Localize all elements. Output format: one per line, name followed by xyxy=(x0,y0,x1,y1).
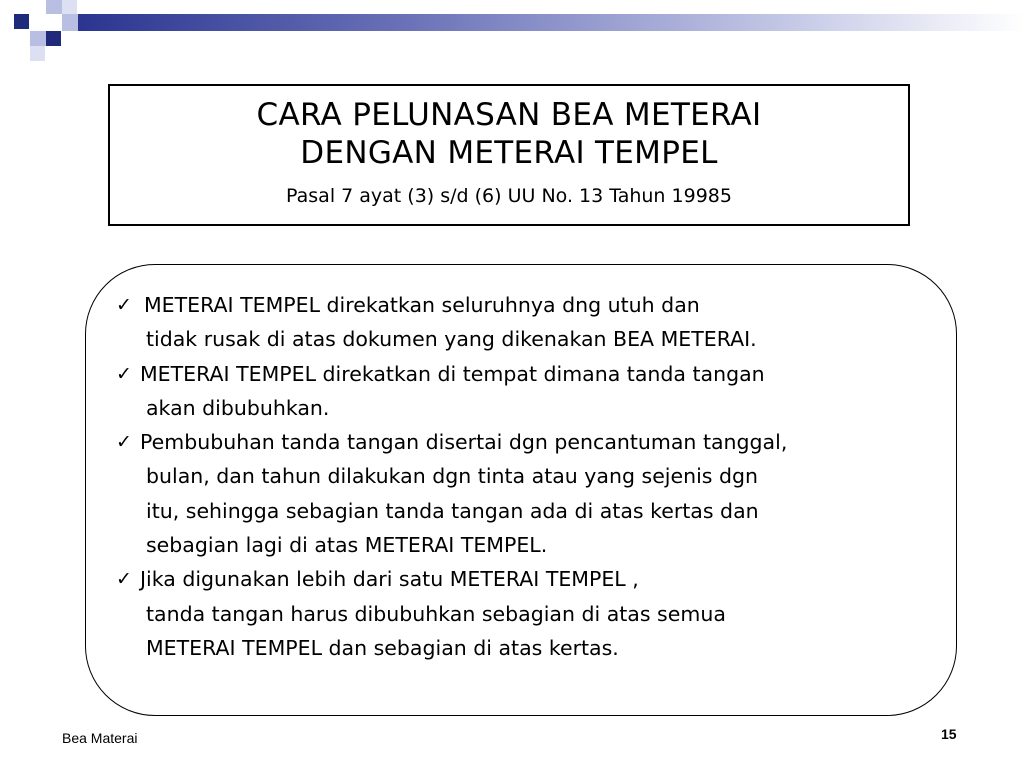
bullet-line: bulan, dan tahun dilakukan dgn tinta atau yang sejenis dgn xyxy=(146,464,759,489)
bullet-line: itu, sehingga sebagian tanda tangan ada di atas kertas dan xyxy=(146,498,759,523)
header-gradient-band xyxy=(78,14,1024,31)
checkmark-icon: ✓ xyxy=(116,568,132,591)
bullet-line: Jika digunakan lebih dari satu METERAI TEMPEL , xyxy=(140,567,639,592)
corner-square-pale xyxy=(62,0,77,14)
checkmark-icon: ✓ xyxy=(116,362,132,385)
bullet-line: tanda tangan harus dibubuhkan sebagian di atas semua xyxy=(146,601,726,626)
title-line-2: DENGAN METERAI TEMPEL xyxy=(300,135,718,171)
corner-square-navy xyxy=(14,14,29,29)
page-number: 15 xyxy=(941,726,957,742)
corner-square-navy xyxy=(46,31,61,46)
bullet-item xyxy=(116,562,976,665)
title-box xyxy=(108,84,910,226)
subtitle: Pasal 7 ayat (3) s/d (6) UU No. 13 Tahun 19985 xyxy=(286,185,732,207)
bullet-list xyxy=(116,288,976,665)
bullet-line: sebagian lagi di atas METERAI TEMPEL. xyxy=(146,533,548,558)
bullet-line: tidak rusak di atas dokumen yang dikenakan BEA METERAI. xyxy=(146,327,757,352)
checkmark-icon: ✓ xyxy=(116,431,132,454)
footer-title: Bea Materai xyxy=(62,730,138,746)
bullet-item xyxy=(116,357,976,426)
title-line-1: CARA PELUNASAN BEA METERAI xyxy=(256,97,762,133)
corner-square-lavender xyxy=(62,14,78,31)
bullet-line: Pembubuhan tanda tangan disertai dgn pencantuman tanggal, xyxy=(140,430,788,455)
corner-square-pale xyxy=(30,46,45,61)
bullet-item xyxy=(116,425,976,562)
corner-square-lavender xyxy=(30,31,46,46)
corner-square-lavender xyxy=(46,0,62,14)
bullet-item xyxy=(116,288,976,357)
bullet-line: METERAI TEMPEL direkatkan di tempat dimana tanda tangan xyxy=(140,361,765,386)
bullet-line: METERAI TEMPEL direkatkan seluruhnya dng utuh dan xyxy=(144,293,700,317)
bullet-line: METERAI TEMPEL dan sebagian di atas kertas. xyxy=(146,635,619,660)
bullet-line: akan dibubuhkan. xyxy=(146,395,330,420)
checkmark-icon: ✓ xyxy=(116,294,132,316)
